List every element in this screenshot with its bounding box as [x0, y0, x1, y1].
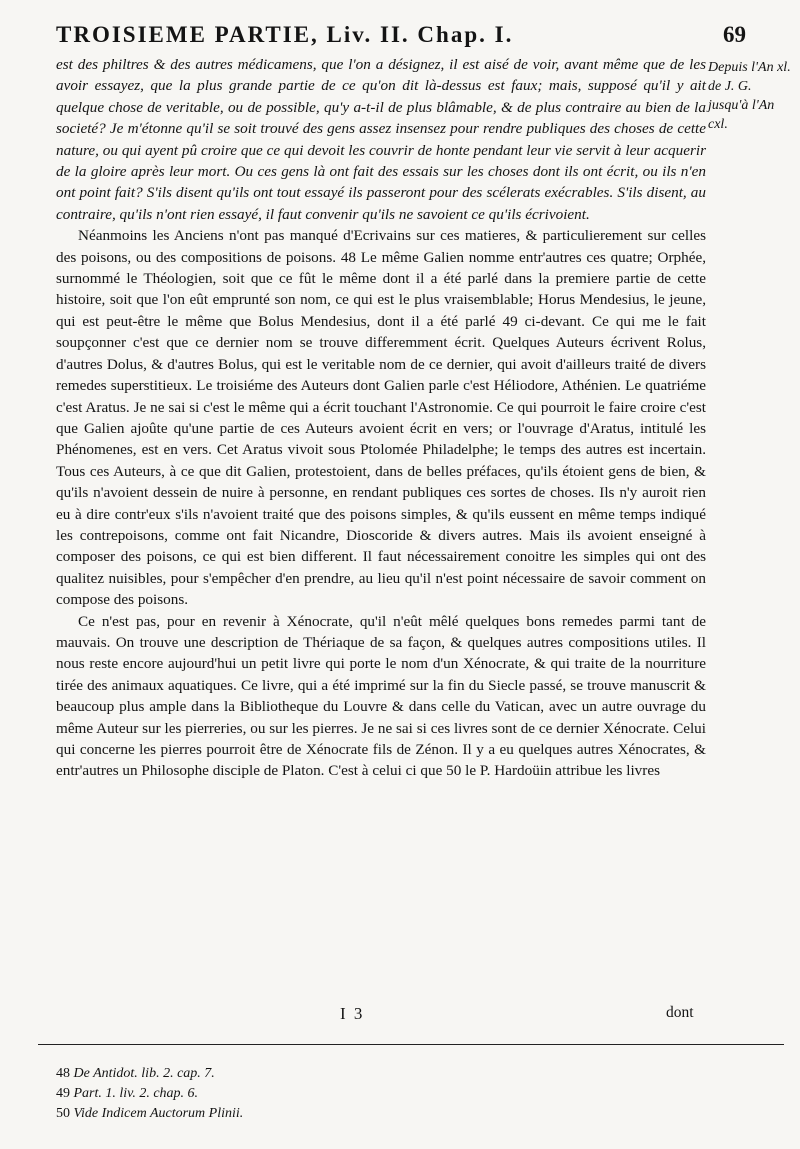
footnote-item: [56, 1104, 556, 1124]
footnote-item: [56, 1064, 556, 1084]
paragraph-1: est des philtres & des autres médicamens, que l'on a désignez, il est aisé de voir, avant même que de les avoir essayez, que la plus grande partie de ce qu'on dit là-dessus est faux; mais, supposé qu'il y ait quelque chose de veritable, ou de possible, qu'y a-t-il de plus blâmable, & de plus contraire au bien de la societé? Je m'étonne qu'il se soit trouvé des gens assez insensez pour rendre publiques des choses de cette nature, ou qui ayent pû croire que ce qui devoit les couvrir de honte pendant leur vie servit à leur acquerir de la gloire après leur mort. Ou ces gens là ont fait des essais sur les choses dont ils ont écrit, ou ils n'en ont point fait? S'ils disent qu'ils ont tout essayé ils passeront pour des scélerats exécrables. S'ils disent, au contraire, qu'ils n'ont rien essayé, il faut convenir qu'ils ne savoient ce qu'ils écrivoient.: [56, 56, 706, 223]
running-head: [56, 22, 746, 48]
footnote-number: 49: [56, 1086, 70, 1101]
footnote-number: 48: [56, 1066, 70, 1081]
paragraph-2: Néanmoins les Anciens n'ont pas manqué d'Ecrivains sur ces matieres, & particulierement sur celles des poisons, ou des compositions de poisons. 48 Le même Galien nomme entr'autres ces quatre; Orphée, surnommé le Théologien, soit que ce fût le même dont il a été parlé dans la premiere partie de cette histoire, soit que l'on eût emprunté son nom, ce qui est le plus vraisemblable; Horus Mendesius, le jeune, qui est peut-être le même que Bolus Mendesius, dont il a été parlé 49 ci-devant. Ce qui me le fait soupçonner c'est que ce dernier nom se trouve differemment écrit. Quelques Auteurs écrivent Rolus, d'autres Dolus, & d'autres Bolus, qui est le veritable nom de ce dernier, qui avoit d'ailleurs traité de divers remedes superstitieux. Le troisiéme des Auteurs dont Galien parle c'est Héliodore, Athénien. Le quatriéme c'est Aratus. Je ne sai si c'est le même qui a écrit touchant l'Astronomie. Ce qui pourroit le faire croire c'est que Galien ajoûte qu'une partie de ces Auteurs avoient écrit en vers; or l'ouvrage d'Aratus, intitulé les Phénomenes, est en vers. Cet Aratus vivoit sous Ptolomée Philadelphe; le temps des autres est incertain. Tous ces Auteurs, à ce que dit Galien, protestoient, dans de belles préfaces, qu'ils étoient gens de bien, & qu'ils n'avoient dessein de nuire à personne, en rendant publiques ces sortes de choses. Ils n'y auroit rien eu à dire contr'eux s'ils n'avoient traité que des poisons simples, & qu'ils eussent en même temps indiqué les contrepoisons, comme ont fait Nicandre, Dioscoride & divers autres. Mais ils avoient enseigné à composer des poisons, ce qui est bien different. Il faut nécessairement conoitre les simples qui ont des qualitez nuisibles, pour s'empêcher d'en prendre, au lieu qu'il n'est point nécessaire de savoir comment on compose des poisons.: [56, 227, 706, 609]
footnote-text: Part. 1. liv. 2. chap. 6.: [73, 1086, 199, 1101]
margin-note: Depuis l'An xl. de J. G. jusqu'à l'An cxl.: [708, 60, 791, 132]
footnote-text: De Antidot. lib. 2. cap. 7.: [73, 1066, 215, 1081]
footnote-number: 50: [56, 1106, 70, 1121]
footnote-rule: [38, 1044, 784, 1045]
page-number: 69: [723, 22, 746, 47]
footnote-text: Vide Indicem Auctorum Plinii.: [73, 1106, 244, 1121]
paragraph-3: Ce n'est pas, pour en revenir à Xénocrate, qu'il n'eût mêlé quelques bons remedes parmi tant de mauvais. On trouve une description de Thériaque de sa façon, & quelques autres compositions utiles. Il nous reste encore aujourd'hui un petit livre qui porte le nom d'un Xénocrate, & qui traite de la nourriture tirée des animaux aquatiques. Ce livre, qui a été imprimé sur la fin du Siecle passé, se trouve manuscrit & beaucoup plus ample dans la Bibliotheque du Louvre & dans celle du Vatican, avec un autre ouvrage du même Auteur sur les pierreries, ou sur les pierres. Je ne sai si ces livres sont de ce dernier Xénocrate. Celui qui concerne les pierres pourroit être de Xénocrate fils de Zénon. Il y a eu quelques autres Xénocrates, & entr'autres un Philosophe disciple de Platon. C'est à celui ci que 50 le P. Hardoüin attribue les livres: [56, 612, 706, 780]
footnote-item: [56, 1084, 556, 1104]
catchword: dont: [666, 1004, 694, 1021]
signature-mark: I 3: [340, 1004, 365, 1023]
main-text: [56, 54, 706, 782]
running-head-title: TROISIEME PARTIE, Liv. II. Chap. I.: [56, 22, 514, 47]
footnotes: [56, 1064, 556, 1124]
